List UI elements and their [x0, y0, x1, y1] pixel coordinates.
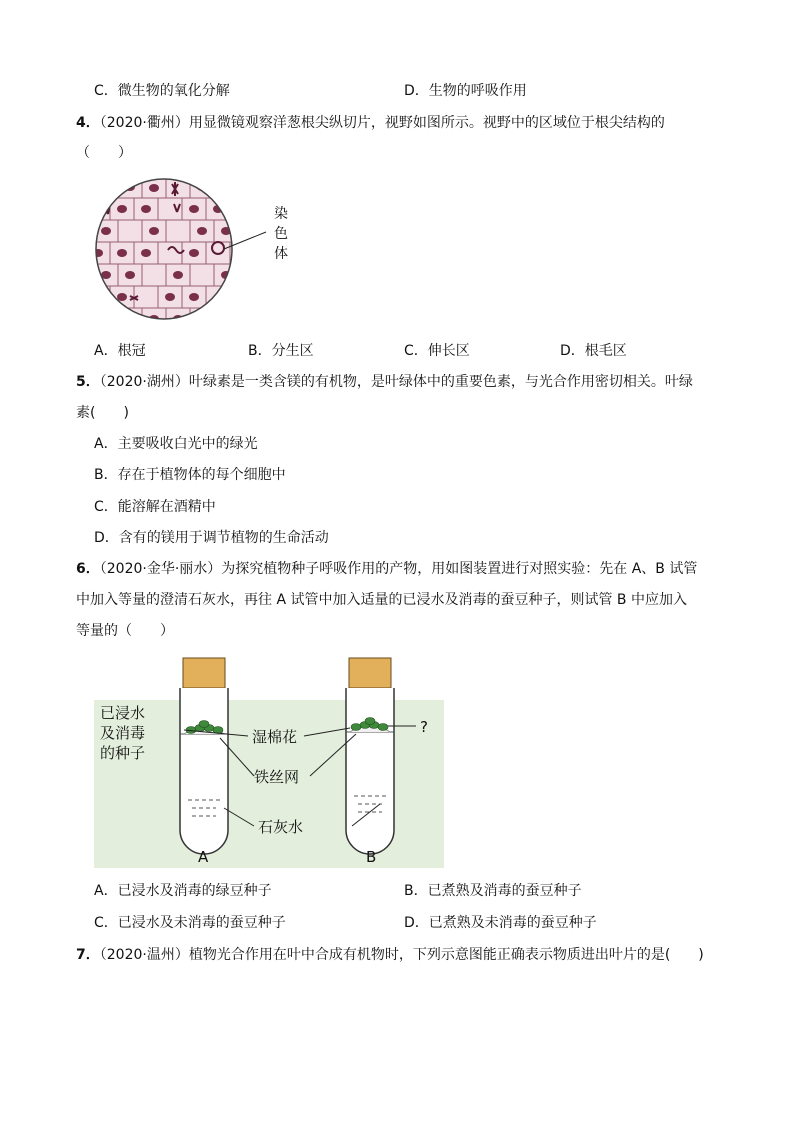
q5-stem-text: 叶绿素是一类含镁的有机物，是叶绿体中的重要色素，与光合作用密切相关。叶绿	[188, 374, 693, 390]
q4-stem-line1	[76, 113, 665, 133]
q6-number: 6．	[76, 561, 100, 577]
q6-test-tube-figure	[94, 654, 446, 870]
q4-stem-line2: （ ）	[76, 145, 132, 161]
q7-stem-text: 植物光合作用在叶中合成有机物时，下列示意图能正确表示物质进出叶片的是( )	[188, 947, 704, 963]
test-tube-a	[180, 658, 228, 854]
q6-stem-line2: 中加入等量的澄清石灰水，再往 A 试管中加入适量的已浸水及消毒的蚕豆种子，则试管 B 中应加入	[76, 592, 687, 608]
wire-mesh-label: 铁丝网	[254, 768, 300, 786]
tube-a-stopper	[183, 658, 225, 688]
chromosome-label-char-2: 色	[274, 226, 288, 242]
q3-option-d: D．生物的呼吸作用	[404, 83, 527, 99]
q4-option-a: A．根冠	[94, 343, 146, 359]
tube-a-label: A	[198, 848, 209, 866]
q6-source: （2020·金华·丽水）	[99, 561, 222, 577]
wet-cotton-label: 湿棉花	[252, 728, 298, 746]
tube-b-stopper	[349, 658, 391, 688]
q6-option-d: D．已煮熟及未消毒的蚕豆种子	[404, 915, 597, 931]
seed-label-line1: 已浸水	[100, 704, 146, 722]
q5-option-b: B．存在于植物体的每个细胞中	[94, 467, 286, 483]
q5-stem-line2: 素( )	[76, 405, 129, 421]
q4-microscope-figure	[94, 176, 304, 326]
q6-stem-line1	[76, 559, 697, 579]
q4-option-b: B．分生区	[248, 343, 314, 359]
seed-label-line3: 的种子	[100, 744, 146, 762]
q7-stem-line1	[76, 945, 704, 965]
q5-option-a: A．主要吸收白光中的绿光	[94, 436, 258, 452]
q7-number: 7．	[76, 947, 100, 963]
q6-option-a: A．已浸水及消毒的绿豆种子	[94, 883, 272, 899]
q6-stem-text: 为探究植物种子呼吸作用的产物，用如图装置进行对照实验：先在 A、B 试管	[221, 561, 698, 577]
q3-option-c: C．微生物的氧化分解	[94, 83, 230, 99]
q5-number: 5．	[76, 374, 100, 390]
q4-option-d: D．根毛区	[560, 343, 627, 359]
q6-stem-line3: 等量的（ ）	[76, 623, 174, 639]
onion-root-cells	[94, 176, 254, 326]
q5-stem-line1	[76, 372, 693, 392]
q4-option-c: C．伸长区	[404, 343, 470, 359]
question-mark-label: ?	[420, 718, 428, 736]
chromosome-label-char-3: 体	[274, 246, 288, 262]
tube-b-label: B	[366, 848, 377, 866]
chromosome-label-char-1: 染	[274, 206, 288, 222]
q6-option-c: C．已浸水及未消毒的蚕豆种子	[94, 915, 286, 931]
seed-label-line2: 及消毒	[100, 724, 146, 742]
q5-option-d: D．含有的镁用于调节植物的生命活动	[94, 530, 329, 546]
limewater-label: 石灰水	[258, 818, 304, 836]
q6-option-b: B．已煮熟及消毒的蚕豆种子	[404, 883, 582, 899]
q5-option-c: C．能溶解在酒精中	[94, 499, 216, 515]
q4-number: 4．	[76, 115, 100, 131]
q4-stem-text: 用显微镜观察洋葱根尖纵切片，视野如图所示。视野中的区域位于根尖结构的	[188, 115, 665, 131]
q7-source: （2020·温州）	[99, 947, 189, 963]
q5-source: （2020·湖州）	[99, 374, 189, 390]
q4-source: （2020·衢州）	[99, 115, 189, 131]
